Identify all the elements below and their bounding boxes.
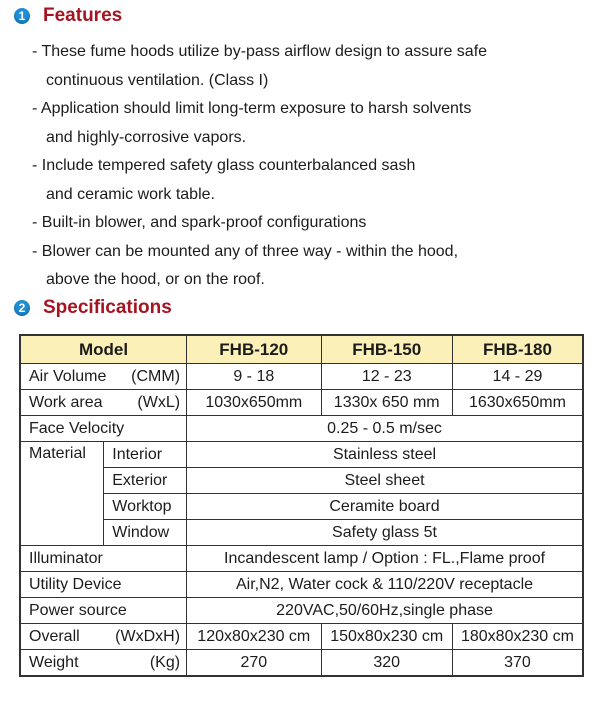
feature-line: - Application should limit long-term exposure to harsh solvents bbox=[32, 100, 472, 117]
specifications-table bbox=[19, 334, 584, 677]
cell: 1330x 650 mm bbox=[321, 390, 452, 416]
sub-label: Interior bbox=[104, 442, 187, 468]
cell: 120x80x230 cm bbox=[187, 624, 321, 650]
cell: 320 bbox=[321, 650, 452, 677]
table-row bbox=[20, 624, 583, 650]
cell: 9 - 18 bbox=[187, 364, 321, 390]
unit-text: (Kg) bbox=[149, 653, 181, 671]
label-text: Air Volume bbox=[29, 367, 107, 385]
cell: 1030x650mm bbox=[187, 390, 321, 416]
row-label: Material bbox=[20, 442, 104, 546]
row-label: Illuminator bbox=[20, 546, 187, 572]
label-text: Work area bbox=[29, 393, 103, 411]
table-row bbox=[20, 442, 583, 468]
features-title: Features bbox=[43, 5, 123, 26]
feature-line: continuous ventilation. (Class I) bbox=[46, 71, 269, 89]
cell: 370 bbox=[452, 650, 583, 677]
table-row bbox=[20, 572, 583, 598]
row-label bbox=[20, 650, 187, 677]
sub-label: Exterior bbox=[104, 468, 187, 494]
label-text: Overall bbox=[29, 627, 80, 645]
row-label: Power source bbox=[20, 598, 187, 624]
header-model: Model bbox=[20, 335, 187, 364]
feature-line: - Built-in blower, and spark-proof configurations bbox=[32, 214, 367, 231]
row-label: Face Velocity bbox=[20, 416, 187, 442]
specifications-heading bbox=[14, 297, 172, 319]
row-label bbox=[20, 624, 187, 650]
cell: Incandescent lamp / Option : FL.,Flame proof bbox=[187, 546, 583, 572]
row-label: Utility Device bbox=[20, 572, 187, 598]
feature-line: - Include tempered safety glass counterbalanced sash bbox=[32, 157, 416, 174]
unit-text: (WxL) bbox=[137, 393, 181, 411]
row-label bbox=[20, 364, 187, 390]
table-header-row bbox=[20, 335, 583, 364]
feature-line: above the hood, or on the roof. bbox=[46, 271, 265, 288]
cell: Steel sheet bbox=[187, 468, 583, 494]
features-list bbox=[32, 38, 592, 295]
table-row bbox=[20, 546, 583, 572]
cell: 12 - 23 bbox=[321, 364, 452, 390]
number-two-icon: 2 bbox=[14, 300, 30, 316]
sub-label: Window bbox=[104, 520, 187, 546]
cell: Stainless steel bbox=[187, 442, 583, 468]
table-row bbox=[20, 598, 583, 624]
header-fhb-120: FHB-120 bbox=[187, 335, 321, 364]
label-text: Weight bbox=[29, 653, 79, 671]
cell: 180x80x230 cm bbox=[452, 624, 583, 650]
table-row bbox=[20, 494, 583, 520]
feature-line: and ceramic work table. bbox=[46, 185, 215, 203]
table-row bbox=[20, 468, 583, 494]
cell: Safety glass 5t bbox=[187, 520, 583, 546]
cell: 1630x650mm bbox=[452, 390, 583, 416]
number-one-icon: 1 bbox=[14, 8, 30, 24]
cell: Ceramite board bbox=[187, 494, 583, 520]
cell: 0.25 - 0.5 m/sec bbox=[187, 416, 583, 442]
row-label bbox=[20, 390, 187, 416]
header-fhb-150: FHB-150 bbox=[321, 335, 452, 364]
feature-line: and highly-corrosive vapors. bbox=[46, 128, 247, 146]
table-row bbox=[20, 364, 583, 390]
feature-line: - Blower can be mounted any of three way - within the hood, bbox=[32, 242, 459, 260]
unit-text: (CMM) bbox=[131, 367, 181, 385]
cell: 14 - 29 bbox=[452, 364, 583, 390]
features-heading bbox=[14, 5, 122, 27]
header-fhb-180: FHB-180 bbox=[452, 335, 583, 364]
sub-label: Worktop bbox=[104, 494, 187, 520]
cell: 220VAC,50/60Hz,single phase bbox=[187, 598, 583, 624]
specifications-title: Specifications bbox=[43, 297, 172, 318]
feature-line: - These fume hoods utilize by-pass airflow design to assure safe bbox=[32, 43, 488, 60]
table-row bbox=[20, 520, 583, 546]
cell: Air,N2, Water cock & 110/220V receptacle bbox=[187, 572, 583, 598]
cell: 150x80x230 cm bbox=[321, 624, 452, 650]
table-row bbox=[20, 416, 583, 442]
unit-text: (WxDxH) bbox=[115, 627, 181, 645]
table-row bbox=[20, 390, 583, 416]
cell: 270 bbox=[187, 650, 321, 677]
table-row bbox=[20, 650, 583, 677]
